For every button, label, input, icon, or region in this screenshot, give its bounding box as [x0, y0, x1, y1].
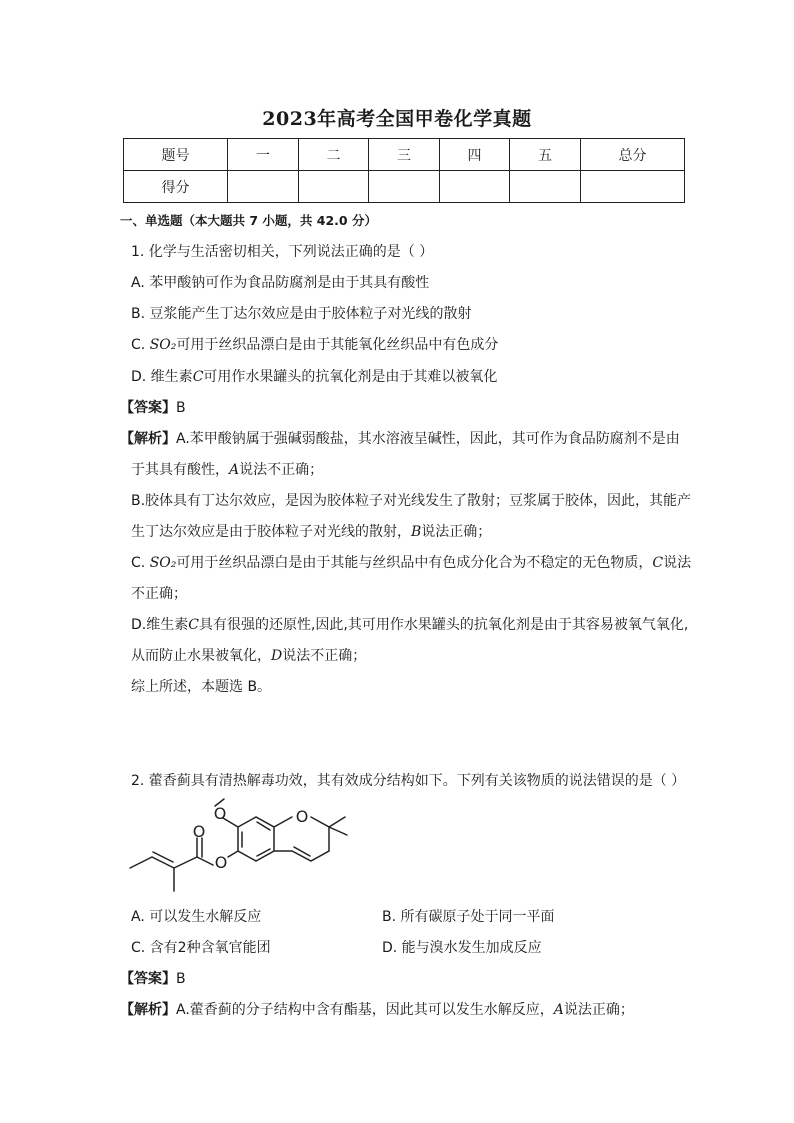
analysis-text: 说法正确； — [563, 1002, 634, 1018]
q2-option-d: D. 能与溴水发生加成反应 — [382, 940, 542, 956]
score-table-score-row — [124, 171, 685, 203]
formula-so2: SO₂ — [149, 555, 177, 571]
bond — [228, 851, 238, 857]
q1-answer — [120, 397, 186, 417]
score-cell — [228, 171, 299, 203]
analysis-text: 具有很强的还原性,因此,其可用作水果罐头的抗氧化剂是由于其容易被氧气氧化, — [198, 617, 689, 633]
score-table — [123, 138, 685, 203]
answer-tag: 【答案】 — [120, 971, 176, 987]
option-text: 可用作水果罐头的抗氧化剂是由于其难以被氧化 — [203, 369, 498, 385]
analysis-text: 于其具有酸性， — [131, 462, 229, 478]
score-row-label: 得分 — [124, 171, 228, 203]
option-text: 可用于丝织品漂白是由于其能氧化丝织品中有色成分 — [176, 337, 499, 353]
analysis-tag: 【解析】 — [120, 431, 176, 447]
analysis-text: 从而防止水果被氧化， — [131, 648, 271, 664]
score-header-cell: 题号 — [124, 139, 228, 171]
methyl-bond — [329, 827, 347, 835]
q2-option-b: B. 所有碳原子处于同一平面 — [382, 909, 555, 925]
analysis-text: 说法正确； — [421, 524, 492, 540]
atom-label-oxygen: O — [192, 822, 206, 841]
variable-c: C — [192, 369, 204, 385]
q2-stem: 2. 藿香蓟具有清热解毒功效，其有效成分结构如下。下列有关该物质的说法错误的是（ ） — [131, 773, 686, 789]
q1-analysis-line-2 — [131, 459, 323, 479]
score-cell — [369, 171, 440, 203]
score-header-cell: 三 — [369, 139, 440, 171]
analysis-text: A.藿香蓟的分子结构中含有酯基，因此其可以发生水解反应， — [176, 1002, 554, 1018]
score-header-cell: 五 — [510, 139, 581, 171]
atom-labels — [193, 804, 309, 872]
vinyl-bond — [152, 857, 174, 868]
analysis-text: 可用于丝织品漂白是由于其能与丝织品中有色成分化合为不稳定的无色物质， — [176, 555, 653, 571]
variable-a: A — [553, 1002, 564, 1018]
atom-label-oxygen: O — [213, 804, 227, 823]
q1-analysis-line-7 — [131, 614, 688, 634]
section-heading: 一、单选题（本大题共 7 小题，共 42.0 分） — [120, 213, 377, 228]
analysis-text: 说法 — [663, 555, 692, 571]
score-cell — [299, 171, 369, 203]
q1-option-b: B. 豆浆能产生丁达尔效应是由于胶体粒子对光线的散射 — [131, 306, 472, 322]
analysis-text: D.维生素 — [131, 617, 189, 633]
score-table-header-row — [124, 139, 685, 171]
vinyl-double-bond — [153, 852, 173, 862]
analysis-text: A.苯甲酸钠属于强碱弱酸盐，其水溶液呈碱性，因此，其可作为食品防腐剂不是由 — [176, 431, 680, 447]
variable-b: B — [411, 524, 422, 540]
score-header-cell: 总分 — [581, 139, 685, 171]
bond — [174, 857, 197, 868]
double-bond — [294, 847, 310, 856]
bond — [274, 817, 292, 827]
q1-option-d — [131, 366, 497, 386]
q2-option-c: C. 含有2种含氧官能团 — [131, 940, 271, 956]
variable-c: C — [188, 617, 199, 633]
q2-option-a: A. 可以发生水解反应 — [131, 909, 262, 925]
methyl-bond — [329, 817, 345, 827]
score-header-cell: 二 — [299, 139, 369, 171]
q2-answer — [120, 968, 186, 988]
q1-option-a: A. 苯甲酸钠可作为食品防腐剂是由于其具有酸性 — [131, 275, 430, 291]
score-cell — [510, 171, 581, 203]
answer-value: B — [176, 971, 186, 987]
answer-tag: 【答案】 — [120, 400, 176, 416]
q1-analysis-line-4 — [131, 521, 491, 541]
analysis-text: 说法不正确； — [239, 462, 324, 478]
q1-analysis-line-5 — [131, 552, 691, 572]
analysis-tag: 【解析】 — [120, 1002, 176, 1018]
score-cell — [440, 171, 510, 203]
q1-analysis-line-8 — [131, 645, 366, 665]
answer-value: B — [176, 400, 186, 416]
analysis-text: C. — [131, 555, 150, 571]
q1-option-c — [131, 334, 498, 354]
formula-so2: SO₂ — [149, 337, 177, 353]
atom-label-oxygen: O — [214, 853, 228, 872]
score-header-cell: 四 — [440, 139, 510, 171]
benzene-ring — [238, 817, 274, 861]
molecule-bonds — [130, 799, 347, 891]
q1-summary: 综上所述，本题选 B。 — [131, 679, 272, 695]
q1-stem: 1. 化学与生活密切相关，下列说法正确的是（ ） — [131, 244, 434, 260]
q1-analysis-line-3: B.胶体具有丁达尔效应，是因为胶体粒子对光线发生了散射；豆浆属于胶体，因此，其能产 — [131, 493, 692, 509]
bond — [130, 857, 152, 868]
molecule-structure — [126, 793, 366, 893]
analysis-text: 生丁达尔效应是由于胶体粒子对光线的散射， — [131, 524, 411, 540]
bond — [197, 857, 213, 865]
q1-analysis-line-1 — [120, 428, 680, 448]
option-prefix: D. 维生素 — [131, 369, 193, 385]
analysis-text: 说法不正确； — [282, 648, 367, 664]
option-prefix: C. — [131, 337, 150, 353]
page-title: 2023年高考全国甲卷化学真题 — [262, 108, 532, 130]
variable-d: D — [271, 648, 283, 664]
variable-a: A — [229, 462, 240, 478]
variable-c: C — [652, 555, 664, 571]
q1-analysis-line-6: 不正确； — [131, 586, 187, 602]
score-cell — [581, 171, 685, 203]
q2-analysis-line-1 — [120, 999, 634, 1019]
atom-label-oxygen: O — [295, 807, 309, 826]
score-header-cell: 一 — [228, 139, 299, 171]
